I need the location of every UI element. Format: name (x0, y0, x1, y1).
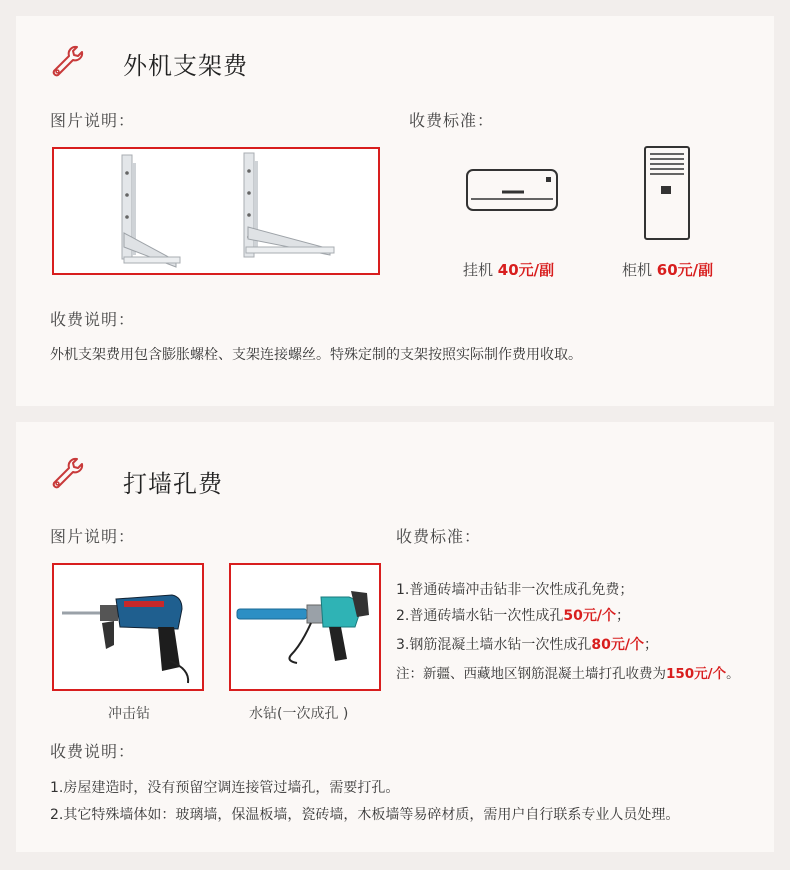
impact-drill-image (54, 565, 202, 689)
wall-unit-name: 挂机 (463, 261, 494, 279)
wall-ac-icon (466, 169, 558, 211)
water-drill-caption: 水钻(一次成孔 ) (249, 706, 349, 722)
wall-unit-price (463, 259, 554, 280)
wall-drilling-fee-panel (16, 422, 774, 852)
section-title: 打墙孔费 (123, 470, 223, 498)
section-title: 外机支架费 (123, 52, 248, 80)
water-drill-image-box (229, 563, 381, 691)
cabinet-unit-price (622, 259, 713, 280)
cabinet-unit-price-value: 60元/副 (656, 261, 714, 279)
bracket-fee-panel (16, 16, 774, 406)
note-line-2: 2.其它特殊墙体如：玻璃墙，保温板墙，瓷砖墙，木板墙等易碎材质，需用户自行联系专业人员处理。 (50, 807, 680, 823)
water-drill-image (231, 565, 379, 689)
note-label: 收费说明： (50, 742, 136, 761)
cabinet-ac-icon (644, 146, 690, 240)
price-value: 80元/个 (591, 637, 644, 653)
price-line-3: 3.钢筋混凝土墙水钻一次性成孔80元/个； (396, 637, 658, 653)
note-text: 外机支架费用包含膨胀螺栓、支架连接螺丝。特殊定制的支架按照实际制作费用收取。 (50, 347, 582, 363)
impact-drill-image-box (52, 563, 204, 691)
price-line-note: 注：新疆、西藏地区钢筋混凝土墙打孔收费为150元/个。 (396, 666, 740, 682)
wall-unit-price-value: 40元/副 (497, 261, 555, 279)
bracket-image (54, 149, 378, 273)
price-value: 50元/个 (563, 608, 616, 624)
price-line-1: 1.普通砖墙冲击钻非一次性成孔免费； (396, 582, 634, 598)
wrench-icon (50, 456, 84, 490)
picture-label: 图片说明： (50, 111, 136, 130)
price-line-2: 2.普通砖墙水钻一次性成孔50元/个； (396, 608, 630, 624)
note-label: 收费说明： (50, 310, 136, 329)
bracket-image-box (52, 147, 380, 275)
pricing-label: 收费标准： (409, 111, 495, 130)
wrench-icon (50, 44, 84, 78)
price-value: 150元/个 (666, 666, 727, 682)
pricing-label: 收费标准： (396, 527, 482, 546)
note-line-1: 1.房屋建造时，没有预留空调连接管过墙孔，需要打孔。 (50, 780, 400, 796)
picture-label: 图片说明： (50, 527, 136, 546)
impact-drill-caption: 冲击钻 (108, 706, 150, 722)
cabinet-unit-name: 柜机 (622, 261, 653, 279)
